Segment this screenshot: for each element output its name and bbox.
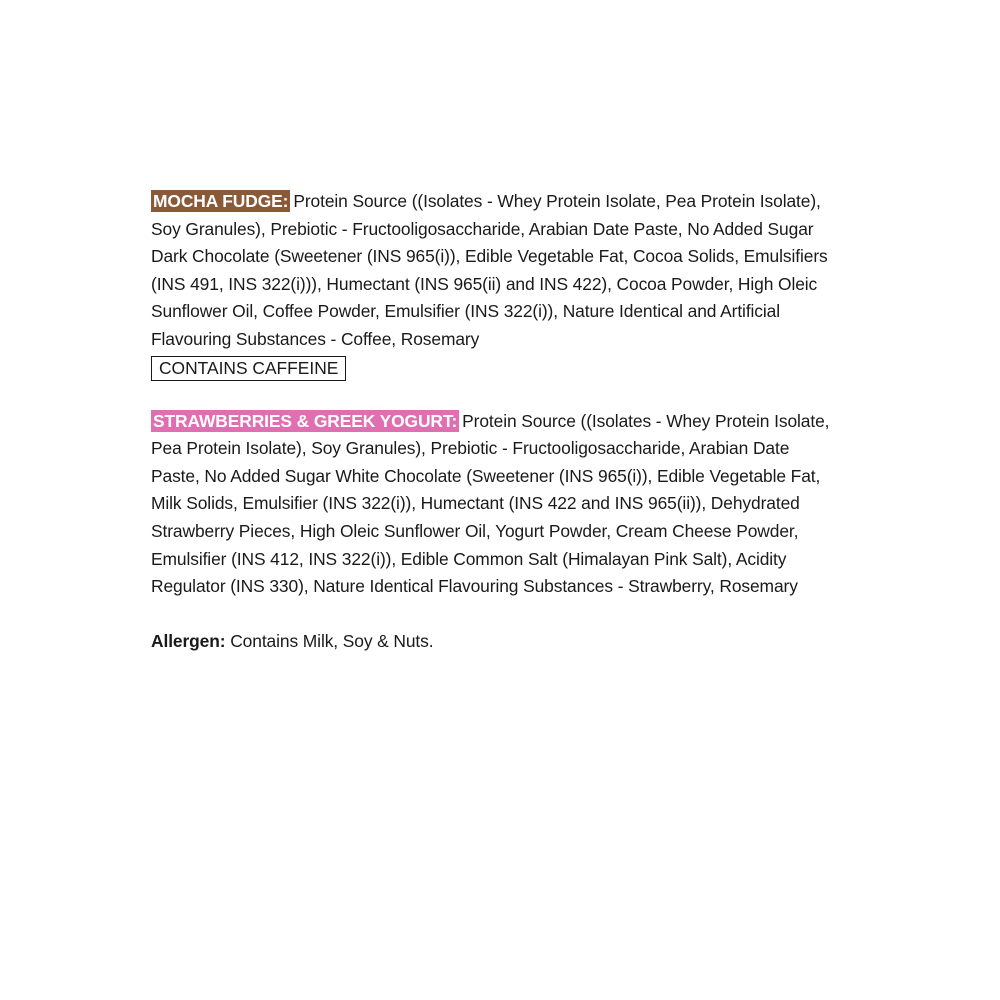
- allergen-text: Contains Milk, Soy & Nuts.: [230, 630, 434, 651]
- strawberry-yogurt-section: [151, 408, 841, 601]
- contains-caffeine-badge: CONTAINS CAFFEINE: [151, 356, 346, 381]
- allergen-statement: [151, 628, 841, 656]
- ingredients-document: [151, 188, 841, 655]
- mocha-fudge-ingredients: [151, 188, 841, 354]
- strawberry-yogurt-ingredients: [151, 408, 841, 601]
- mocha-fudge-section: [151, 188, 841, 381]
- strawberry-yogurt-ingredient-text: Protein Source ((Isolates - Whey Protein Isolate, Pea Protein Isolate), Soy Granules), Prebiotic - Fructooligosaccharide, Arabian Date Paste, No Added Sugar White Chocolate (Sweetener (INS 965(i)), Edible Vegetable Fat, Milk Solids, Emulsifier (INS 322(i)), Humectant (INS 422 and INS 965(ii)), Dehydrated Strawberry Pieces, High Oleic Sunflower Oil, Yogurt Powder, Cream Cheese Powder, Emulsifier (INS 412, INS 322(i)), Edible Common Salt (Himalayan Pink Salt), Acidity Regulator (INS 330), Nature Identical Flavouring Substances - Strawberry, Rosemary: [151, 410, 830, 597]
- allergen-label: Allergen:: [151, 630, 226, 651]
- mocha-fudge-tag: MOCHA FUDGE:: [153, 191, 289, 211]
- strawberry-yogurt-tag: STRAWBERRIES & GREEK YOGURT:: [153, 410, 458, 431]
- mocha-fudge-ingredient-text: Protein Source ((Isolates - Whey Protein Isolate, Pea Protein Isolate), Soy Granules), Prebiotic - Fructooligosaccharide, Arabian Date Paste, No Added Sugar Dark Chocolate (Sweetener (INS 965(i)), Edible Vegetable Fat, Cocoa Solids, Emulsifiers (INS 491, INS 322(i))), Humectant (INS 965(ii) and INS 422), Cocoa Powder, High Oleic Sunflower Oil, Coffee Powder, Emulsifier (INS 322(i)), Nature Identical and Artificial Flavouring Substances - Coffee, Rosemary: [151, 191, 828, 349]
